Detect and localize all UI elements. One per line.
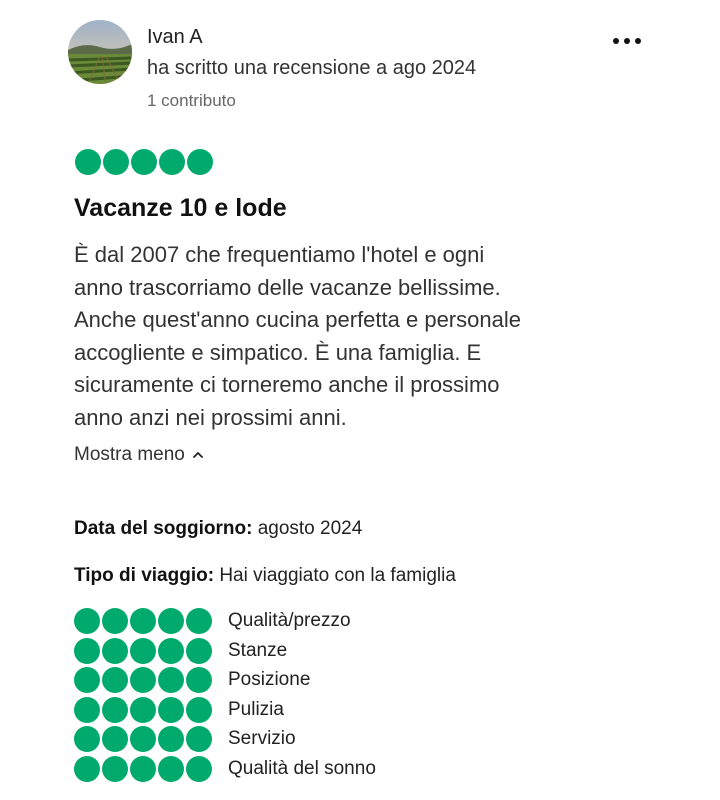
rating-bubbles [74, 726, 212, 752]
sub-rating-label: Qualità del sonno [228, 757, 376, 779]
sub-rating-label: Pulizia [228, 698, 284, 720]
sub-rating-row [74, 666, 310, 694]
rating-bubble [103, 149, 129, 175]
rating-bubble [102, 756, 128, 782]
rating-bubble [186, 756, 212, 782]
rating-bubble [130, 667, 156, 693]
sub-rating-row [74, 725, 296, 753]
trip-type-label: Tipo di viaggio: [74, 565, 215, 586]
stay-date [74, 518, 362, 540]
rating-bubble [158, 726, 184, 752]
rating-bubble [130, 638, 156, 664]
rating-bubble [102, 608, 128, 634]
show-less-button[interactable] [74, 444, 203, 466]
chevron-up-icon [193, 450, 203, 460]
rating-bubble [102, 638, 128, 664]
rating-bubble [186, 667, 212, 693]
rating-bubble [158, 697, 184, 723]
rating-bubble [186, 638, 212, 664]
review-meta: ha scritto una recensione a ago 2024 [147, 57, 477, 79]
rating-bubbles [74, 756, 212, 782]
rating-bubble [158, 638, 184, 664]
rating-bubble [131, 149, 157, 175]
rating-bubble [130, 697, 156, 723]
sub-rating-row [74, 755, 376, 783]
rating-bubble [74, 697, 100, 723]
review-text [74, 239, 664, 434]
sub-rating-label: Qualità/prezzo [228, 610, 351, 631]
rating-bubbles [74, 697, 212, 723]
review-text-line: anno trascorriamo delle vacanze bellissime. [74, 274, 501, 300]
rating-bubble [130, 756, 156, 782]
review-text-line: anno anzi nei prossimi anni. [74, 404, 347, 430]
rating-bubble [102, 697, 128, 723]
sub-rating-label: Stanze [228, 639, 288, 661]
trip-type [74, 565, 456, 587]
rating-bubble [74, 756, 100, 782]
show-less-label: Mostra meno [74, 444, 185, 465]
rating-bubbles [74, 667, 212, 693]
rating-bubble [159, 149, 185, 175]
review-text-line: Anche quest'anno cucina perfetta e personale [74, 307, 521, 332]
review-text-line: È dal 2007 che frequentiamo l'hotel e ogni [74, 242, 485, 267]
rating-bubble [102, 667, 128, 693]
rating-bubble [74, 608, 100, 634]
review-title: Vacanze 10 e lode [74, 194, 287, 222]
rating-bubble [187, 149, 213, 175]
rating-bubbles [74, 608, 212, 634]
rating-bubble [158, 667, 184, 693]
rating-bubble [186, 608, 212, 634]
sub-rating-label: Servizio [228, 728, 296, 749]
avatar[interactable] [68, 20, 132, 84]
rating-bubble [158, 756, 184, 782]
stay-date-label: Data del soggiorno: [74, 518, 253, 539]
rating-bubble [74, 726, 100, 752]
rating-bubbles [74, 638, 212, 664]
sub-rating-row [74, 696, 284, 724]
rating-bubbles [75, 149, 213, 175]
rating-bubble [130, 608, 156, 634]
review-text-line: sicuramente ci torneremo anche il prossimo [74, 372, 500, 397]
contribution-count: 1 contributo [147, 91, 236, 110]
rating-bubble [74, 638, 100, 664]
sub-rating-row [74, 607, 351, 635]
more-horizontal-icon [613, 38, 619, 44]
more-options-button[interactable] [606, 30, 648, 52]
review-text-line: accogliente e simpatico. È una famiglia. E [74, 339, 482, 365]
rating-bubble [186, 726, 212, 752]
reviewer-name[interactable]: Ivan A [147, 26, 203, 48]
rating-bubble [186, 697, 212, 723]
rating-bubble [74, 667, 100, 693]
sub-rating-label: Posizione [228, 669, 311, 690]
rating-bubble [102, 726, 128, 752]
stay-date-value: agosto 2024 [257, 518, 363, 539]
rating-bubble [158, 608, 184, 634]
trip-type-value: Hai viaggiato con la famiglia [219, 565, 456, 586]
vineyard-photo [68, 20, 132, 84]
rating-bubble [130, 726, 156, 752]
sub-rating-row [74, 637, 287, 665]
rating-bubble [75, 149, 101, 175]
